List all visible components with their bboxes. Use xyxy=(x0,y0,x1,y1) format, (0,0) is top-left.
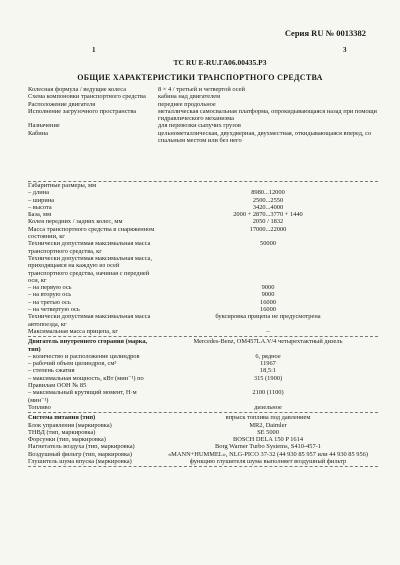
table-row: Масса транспортного средства в снаряженном состоянии, кг 17000...22000 xyxy=(28,225,287,241)
table-row-fuel-system: Система питания (тип) впрыск топлива под давлением xyxy=(28,414,311,422)
row-layout: Схема компоновки транспортного средства кабина над двигателем xyxy=(28,93,221,101)
table-row: Форсунки (тип, маркировка) BOSCH DELA 150 P 1614 xyxy=(28,436,304,444)
table-row: Максимальная масса прицепа, кг – xyxy=(28,327,270,335)
general-characteristics xyxy=(28,86,378,144)
table-row: – длина 8980...12000 xyxy=(28,189,285,197)
table-row: Технически допустимая максимальная масса транспортного средства, кг 50000 xyxy=(28,240,276,255)
table-row: Колея передних / задних колес, мм 2050 / 1832 xyxy=(28,218,284,226)
table-row: – количество и расположение цилиндров 6, рядное xyxy=(28,352,281,360)
table-row: – ширина 2500...2550 xyxy=(28,196,284,204)
row-purpose: Назначение для перевозки сыпучих грузов xyxy=(28,122,241,130)
table-row: База, мм 2000 + 2870...3770 + 1440 xyxy=(28,211,303,219)
table-row: – на четвертую ось 16000 xyxy=(28,306,276,314)
table-row: – на первую ось 9000 xyxy=(28,284,275,292)
table-row: Топливо дизельное xyxy=(28,403,282,411)
document-number: TC RU E-RU.ГА06.00435.Р3 xyxy=(173,58,267,67)
series-number: Серия RU № 0013382 xyxy=(284,28,366,38)
table-row: Габаритные размеры, мм xyxy=(28,182,97,189)
page-number-right: 3 xyxy=(343,46,347,54)
table-row: Воздушный фильтр (тип, маркировка) «MANN+HUMMEL», NLG-PICO 37-32 (44 930 85 957 или 44 930 85 956) xyxy=(28,450,369,458)
table-row: Нагнетатель воздуха (тип, маркировка) Borg Warner Turbo Systems, S410-457-1 xyxy=(28,443,321,451)
row-engine-location: Расположение двигателя переднее продольное xyxy=(28,100,216,108)
table-row-engine: Двигатель внутреннего сгорания (марка, тип) Mercedes-Benz, OM457LA.V/4 четырехтактный дизель xyxy=(28,338,343,353)
table-row: Технически допустимая максимальная масса, приходящаяся на каждую из осей транспортного средства, начиная с передней оси, кг xyxy=(28,254,152,284)
table-row: – на вторую ось 9000 xyxy=(28,291,275,299)
table-row: Технически допустимая максимальная масса автопоезда, кг буксировка прицепа не предусмотрена xyxy=(28,313,321,328)
row-cargo-space: Исполнение загрузочного пространства металлическая самосвальная платформа, опрокидывающаяся назад при помощи гидравлического механизма xyxy=(28,107,377,123)
page-number-left: 1 xyxy=(92,46,96,54)
table-row: – максимальная мощность, кВт (мин⁻¹) по Правилам ООН № 85 315 (1900) xyxy=(28,374,283,390)
row-wheel-formula: Колесная формула / ведущие колеса 8 × 4 / третьей и четвертой осей xyxy=(28,86,245,93)
table-row: ТНВД (тип, маркировка) SE 5000 xyxy=(28,428,279,436)
row-cab: Кабина цельнометаллическая, двухдверная, двухместная, откидывающаяся вперед, со спальным местом или без него xyxy=(28,129,372,145)
page-title: ОБЩИЕ ХАРАКТЕРИСТИКИ ТРАНСПОРТНОГО СРЕДСТВА xyxy=(77,73,323,82)
table-row: – максимальный крутящий момент, Н·м (мин⁻¹) 2100 (1100) xyxy=(28,389,284,404)
table-row: Блок управления (маркировка) MR2, Daimler xyxy=(28,421,287,429)
table-row: Глушитель шума впуска (маркировка) функцию глушителя шума выполняет воздушный фильтр xyxy=(28,457,347,465)
table-row: – высота 3420...4000 xyxy=(28,203,284,211)
table-row: – на третью ось 16000 xyxy=(28,298,276,306)
table-row: – степень сжатия 18,5:1 xyxy=(28,367,277,375)
table-row: – рабочий объем цилиндров, см³ 11967 xyxy=(28,360,276,368)
spec-table xyxy=(28,181,378,468)
